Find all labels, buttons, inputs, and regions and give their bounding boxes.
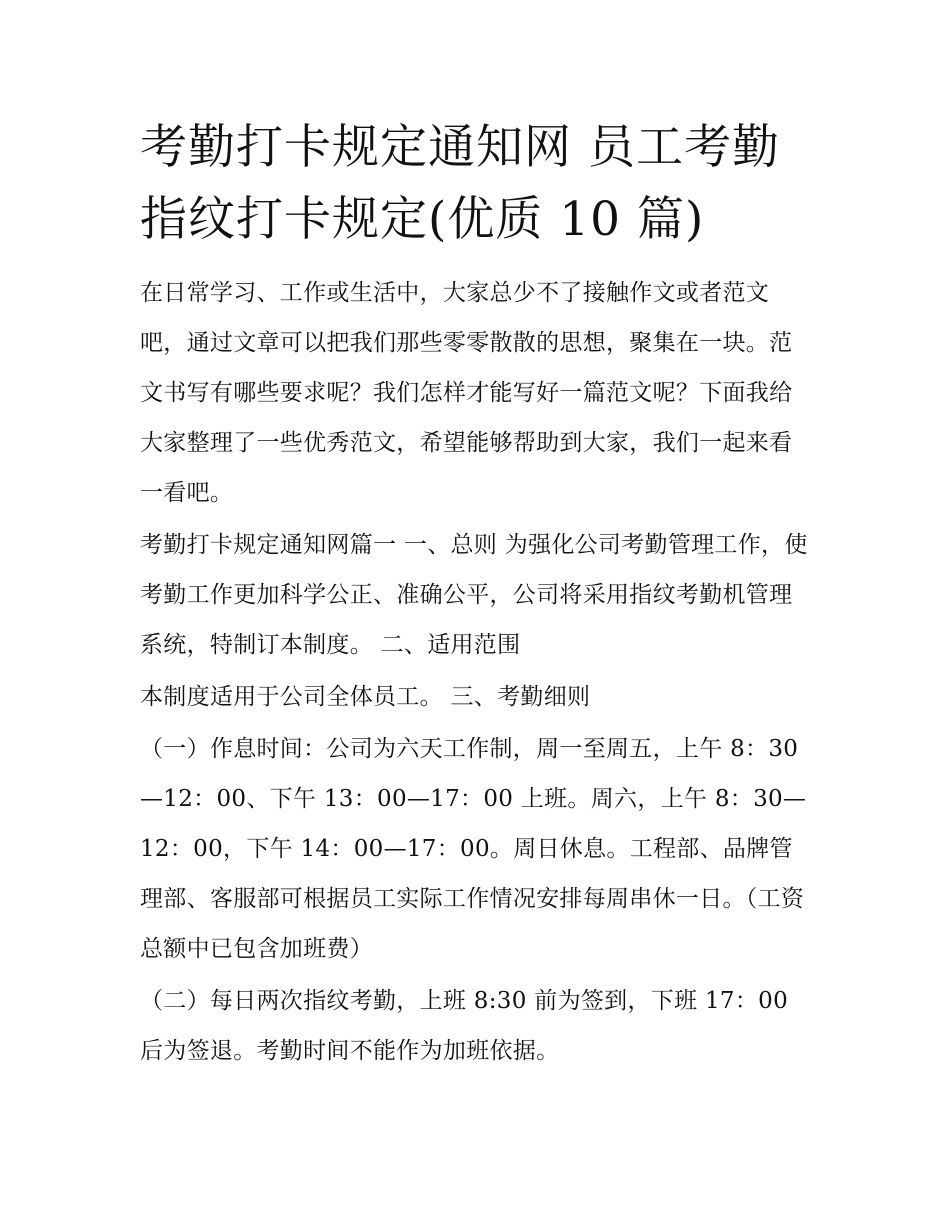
work-hours-paragraph: （一）作息时间：公司为六天工作制，周一至周五，上午 8：30—12：00、下午 13：00—17：00 上班。周六，上午 8：30—12：00，下午 14：00—17：00。周日休息。工程部、品牌管理部、客服部可根据员工实际工作情况安排每周串休一日。（工资总额中已包含加班费） (140, 736, 807, 962)
scope-paragraph: 本制度适用于公司全体员工。 三、考勤细则 (140, 684, 591, 710)
document-body (140, 112, 815, 1078)
document-title: 考勤打卡规定通知网 员工考勤指纹打卡规定(优质 10 篇) (140, 120, 780, 247)
section-general-paragraph: 考勤打卡规定通知网篇一 一、总则 为强化公司考勤管理工作，使考勤工作更加科学公正、准确公平，公司将采用指纹考勤机管理系统，特制订本制度。 二、适用范围 (140, 532, 808, 658)
intro-paragraph: 在日常学习、工作或生活中，大家总少不了接触作文或者范文吧，通过文章可以把我们那些零零散散的思想，聚集在一块。范文书写有哪些要求呢？我们怎样才能写好一篇范文呢？下面我给大家整理了一些优秀范文，希望能够帮助到大家，我们一起来看一看吧。 (140, 280, 793, 506)
fingerprint-rule-paragraph: （二）每日两次指纹考勤，上班 8:30 前为签到，下班 17：00 后为签退。考勤时间不能作为加班依据。 (140, 988, 789, 1064)
